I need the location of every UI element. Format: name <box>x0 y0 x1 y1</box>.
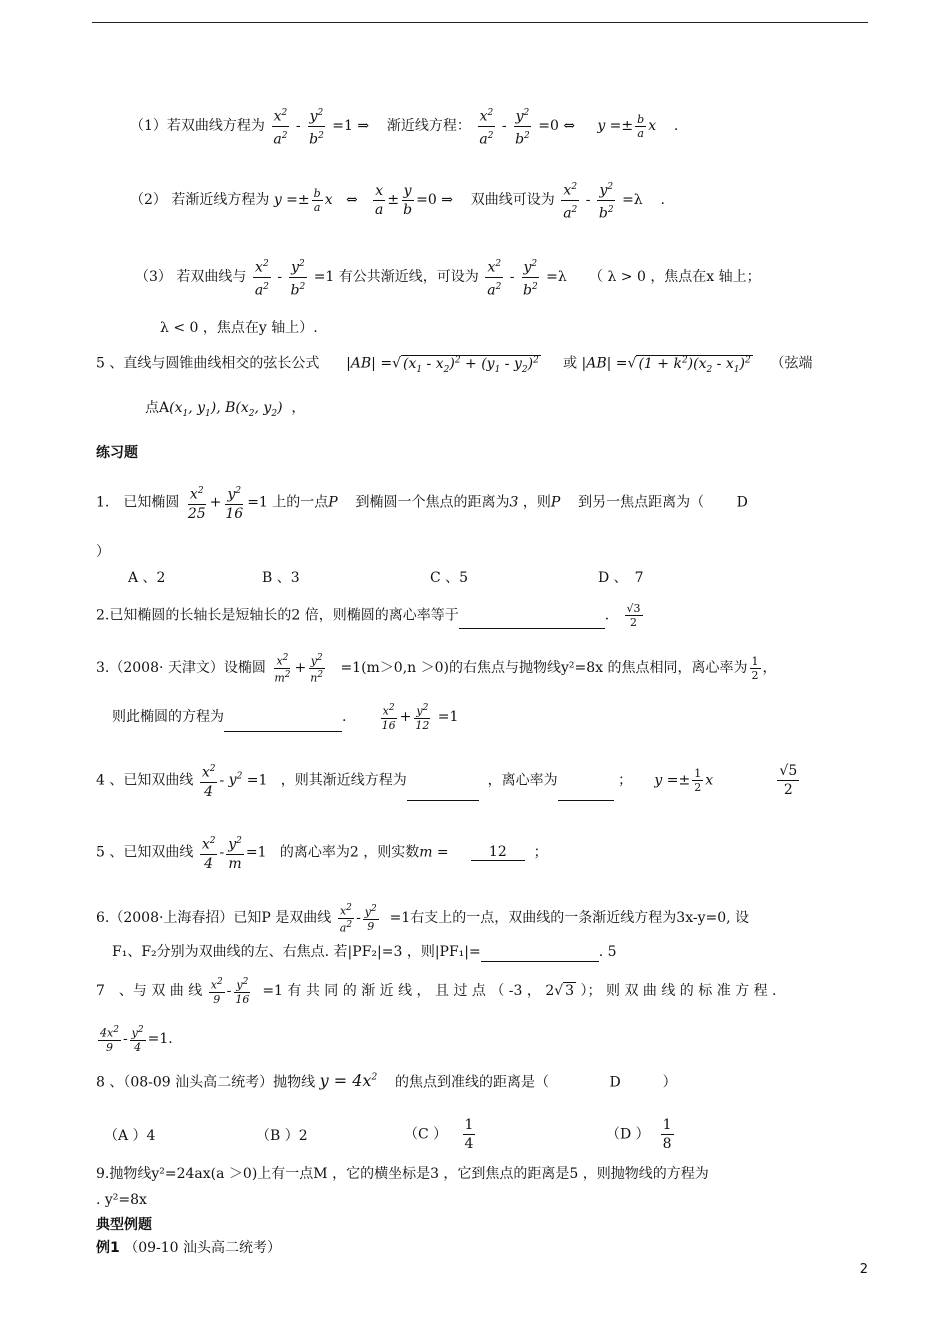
question-6: 6.（2008·上海春招）已知P 是双曲线 $\frac{x^2}{a^2}$ - $\frac{y^2}{9}$ =1右支上的一点，双曲线的一条渐近线方程为3x-y=0, 设 <box>96 903 750 935</box>
question-1-option-b: B 、3 <box>262 570 300 586</box>
frac-x2-a2: $\frac{x^2}{a^2}$ <box>271 104 289 148</box>
question-1-option-a: A 、2 <box>128 570 166 586</box>
question-8-option-b: （B ）2 <box>256 1128 308 1144</box>
question-1: 1. 已知椭圆 $\frac{x^2}{25}$ + $\frac{y^2}{16}$ =1 上的一点P 到椭圆一个焦点的距离为3 ，则P 到另一焦点距离为（ D <box>96 482 748 523</box>
formula-line-3b: λ < 0 ，焦点在y 轴上）. <box>160 320 318 336</box>
formula-line-3: （3） 若双曲线与 $\frac{x^2}{a^2}$ - $\frac{y^2}{b^2}$ =1 有公共渐近线，可设为 $\frac{x^2}{a^2}$ - $\frac{y^2}{b^2}$ =λ （ λ > 0 ，焦点在x 轴上； <box>135 255 761 299</box>
question-8-option-d: （D ） $\frac{1}{8}$ <box>606 1117 672 1152</box>
section-heading-examples: 典型例题 <box>96 1217 152 1233</box>
header-rule <box>92 22 868 23</box>
question-9-answer: . y²=8x <box>96 1192 147 1208</box>
chord-endpoints-line: 点$A(x_1$, $y_1$), $B(x_2$, $y_2$) ， <box>145 400 306 419</box>
question-7: 7 、与 双 曲 线 $\frac{x^2}{9}$ - $\frac{y^2}{16}$ =1 有 共 同 的 渐 近 线 ， 且 过 点 （ -3 ， 2√ 3 ）； 则 双 曲 线 的 标 准 方 程 . <box>96 977 777 1006</box>
page-number: 2 <box>859 1262 868 1277</box>
example-1: 例1 （09-10 汕头高二统考） <box>96 1240 282 1256</box>
question-7-answer: $\frac{4x^2}{9}$ - $\frac{y^2}{4}$ =1. <box>100 1025 173 1054</box>
question-2: 2.已知椭圆的长轴长是短轴长的2 倍，则椭圆的离心率等于 . $\frac{√3}{2}$ <box>96 602 641 629</box>
question-1-close: ） <box>96 544 110 560</box>
question-3-answer: 则此椭圆的方程为 . $\frac{x^2}{16}$ + $\frac{y^2}{12}$ =1 <box>112 703 459 732</box>
chord-formula-line: 5 、直线与圆锥曲线相交的弦长公式 |AB| =√ $(x_1 - x_2)^2 + (y_1 - y_2)^2$ 或 |AB| =√ $(1 + k^2)(x_2 - x_1)^2$ （弦端 <box>96 355 813 375</box>
question-8-option-a: （A ）4 <box>104 1128 156 1144</box>
question-9: 9.抛物线y²=24ax(a ＞0)上有一点M ，它的横坐标是3 ，它到焦点的距离是5 ，则抛物线的方程为 <box>96 1166 709 1182</box>
question-1-option-c: C 、5 <box>430 570 469 586</box>
formula-line-2: （2） 若渐近线方程为 y =± $\frac{b}{a}$ x ⇔ $\frac{x}{a}$ ± $\frac{y}{b}$ =0 ⇒ 双曲线可设为 $\frac{x^2}{a^2}$ - $\frac{y^2}{b^2}$ =λ . <box>130 178 665 222</box>
question-6-line-2: F₁、F₂分别为双曲线的左、右焦点. 若|PF₂|=3 ，则|PF₁|= . 5 <box>112 944 617 960</box>
section-heading-practice: 练习题 <box>96 445 138 461</box>
formula-line-1: （1）若双曲线方程为 $\frac{x^2}{a^2}$ - $\frac{y^2}{b^2}$ =1 ⇒ 渐近线方程： $\frac{x^2}{a^2}$ - $\frac{y^2}{b^2}$ =0 ⇔ y =± $\frac{b}{a}$ x . <box>130 104 678 148</box>
question-8-option-c: （C ） $\frac{1}{4}$ <box>404 1117 474 1152</box>
question-8: 8 、（08-09 汕头高二统考）抛物线 $y = 4x^2$ 的焦点到准线的距离是（ D ） <box>96 1071 677 1091</box>
question-3: 3.（2008· 天津文）设椭圆 $\frac{x^2}{m^2}$ + $\frac{y^2}{n^2}$ =1(m＞0,n ＞0)的右焦点与抛物线y²=8x 的焦点相同，离心率为 $\frac{1}{2}$ ， <box>96 653 777 685</box>
question-1-option-d: D 、 7 <box>598 570 644 586</box>
question-5: 5 、已知双曲线 $\frac{x^2}{4}$ - $\frac{y^2}{m}$ =1 的离心率为2 ，则实数m = 12 ； <box>96 832 548 873</box>
question-4: 4 、已知双曲线 $\frac{x^2}{4}$ - $y^2 =1$ ，则其渐近线方程为 ，离心率为 ； y =± $\frac{1}{2}$ x $\frac{√5}{2}$ <box>96 760 801 801</box>
